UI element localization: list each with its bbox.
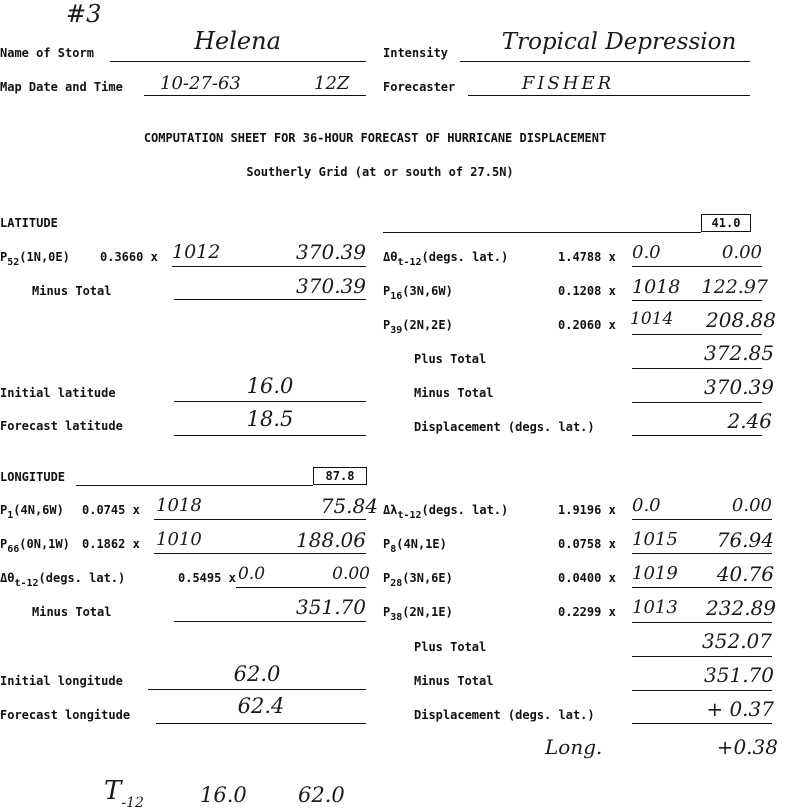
- lat-minus-total-value: 370.39: [296, 274, 366, 298]
- longitude-box: 87.8: [313, 467, 367, 485]
- p38-coef: 0.2299 x: [558, 605, 616, 619]
- p66-result: 188.06: [296, 528, 366, 552]
- forecaster-line: [468, 95, 750, 96]
- lon-right-minus-total-label: Minus Total: [414, 674, 494, 688]
- p1-result: 75.84: [320, 494, 378, 518]
- p38-result: 232.89: [706, 596, 776, 620]
- dlambda-result: 0.00: [731, 495, 772, 516]
- t-minus-12-lat: 16.0: [200, 783, 247, 807]
- lat-right-minus-total-value: 370.39: [704, 375, 774, 399]
- intensity-label: Intensity: [383, 46, 449, 60]
- p8-coef: 0.0758 x: [558, 537, 616, 551]
- dtheta-label: $\Delta\theta_{t-12}(degs$. lat.): [383, 250, 509, 268]
- lat-minus-total-label: Minus Total: [32, 284, 112, 298]
- p16-label: $P_{16}(3N,6W)$: [383, 284, 453, 302]
- storm-name-line: [110, 61, 366, 62]
- dlambda-multiplier: 0.0: [632, 495, 661, 516]
- p8-line: [632, 553, 772, 554]
- p16-coef: 0.1208 x: [558, 284, 616, 298]
- p1-line: [154, 519, 366, 520]
- lon-right-minus-total-line: [632, 690, 772, 691]
- p16-multiplier: 1018: [632, 276, 681, 298]
- dtheta-result: 0.00: [721, 242, 762, 263]
- p52-label: $P_{52}(1N,0E)$: [0, 250, 70, 268]
- forecast-latitude-value: 18.5: [246, 407, 294, 431]
- forecast-longitude-value: 62.4: [237, 694, 285, 718]
- lat-displacement-line: [632, 435, 762, 436]
- p8-multiplier: 1015: [632, 529, 678, 550]
- dlambda-label: $\Delta\lambda_{t-12}(degs$. lat.): [383, 503, 509, 521]
- forecast-latitude-line: [174, 435, 366, 436]
- dtheta-lon-label: $\Delta\theta_{t-12}(degs$. lat.): [0, 571, 126, 589]
- lon-plus-total-line: [632, 656, 772, 657]
- t-minus-12-lon: 62.0: [298, 783, 345, 807]
- map-date-value: 10-27-63: [160, 73, 241, 94]
- lat-minus-total-line: [174, 299, 366, 300]
- map-time-value: 12Z: [314, 73, 350, 94]
- initial-longitude-line: [148, 689, 366, 690]
- p8-label: $P_8(4N,1E)$: [383, 537, 447, 555]
- lat-plus-total-label: Plus Total: [414, 352, 487, 366]
- p28-result: 40.76: [716, 562, 774, 586]
- storm-name-label: Name of Storm: [0, 46, 94, 60]
- dlambda-line: [632, 519, 772, 520]
- initial-latitude-line: [174, 401, 366, 402]
- p38-label: $P_{38}(2N,1E)$: [383, 605, 453, 623]
- map-date-label: Map Date and Time: [0, 80, 123, 94]
- latitude-heading: LATITUDE: [0, 216, 58, 230]
- p1-multiplier: 1018: [156, 495, 202, 516]
- lat-right-minus-total-line: [632, 402, 762, 403]
- map-date-line: [144, 95, 366, 96]
- forecast-longitude-line: [156, 723, 366, 724]
- dtheta-lon-line: [236, 587, 366, 588]
- p28-coef: 0.0400 x: [558, 571, 616, 585]
- lat-plus-total-value: 372.85: [704, 341, 774, 365]
- p1-label: $P_1(4N,6W)$: [0, 503, 64, 521]
- dtheta-multiplier: 0.0: [632, 242, 661, 263]
- initial-latitude-value: 16.0: [246, 374, 294, 398]
- p1-coef: 0.0745 x: [82, 503, 140, 517]
- p38-line: [632, 622, 772, 623]
- p66-label: $P_{66}(0N,1W)$: [0, 537, 70, 555]
- long-note-value: +0.38: [716, 735, 778, 759]
- lat-plus-total-line: [632, 368, 762, 369]
- p16-result: 122.97: [701, 276, 768, 298]
- lon-displacement-value: + 0.37: [706, 697, 774, 721]
- lon-displacement-label: Displacement (degs. lat.): [414, 708, 595, 722]
- p52-line: [172, 266, 366, 267]
- p39-multiplier: 1014: [630, 309, 674, 329]
- lat-right-minus-total-label: Minus Total: [414, 386, 494, 400]
- lon-minus-total-value: 351.70: [296, 595, 366, 619]
- forecaster-label: Forecaster: [383, 80, 456, 94]
- p38-multiplier: 1013: [632, 597, 678, 618]
- page-title: COMPUTATION SHEET FOR 36-HOUR FORECAST OF HURRICANE DISPLACEMENT: [143, 131, 607, 145]
- p28-label: $P_{28}(3N,6E)$: [383, 571, 453, 589]
- dtheta-lon-coef: 0.5495 x: [178, 571, 236, 585]
- longitude-top-line: [76, 485, 313, 486]
- p66-coef: 0.1862 x: [82, 537, 140, 551]
- lon-displacement-line: [632, 723, 772, 724]
- p28-multiplier: 1019: [632, 563, 678, 584]
- p8-result: 76.94: [716, 528, 774, 552]
- intensity-value: Tropical Depression: [501, 29, 737, 55]
- lon-minus-total-line: [174, 621, 366, 622]
- t-minus-12-label: $T_{-12}$: [104, 776, 144, 811]
- p39-label: $P_{39}(2N,2E)$: [383, 318, 453, 336]
- long-note-label: Long.: [545, 735, 603, 759]
- p39-result: 208.88: [706, 308, 776, 332]
- lon-right-minus-total-value: 351.70: [704, 663, 774, 687]
- p28-line: [632, 587, 772, 588]
- longitude-heading: LONGITUDE: [0, 470, 66, 484]
- lon-plus-total-label: Plus Total: [414, 640, 487, 654]
- p16-line: [632, 300, 762, 301]
- dtheta-lon-multiplier: 0.0: [238, 564, 266, 584]
- p66-line: [154, 553, 366, 554]
- forecast-latitude-label: Forecast latitude: [0, 419, 123, 433]
- p39-coef: 0.2060 x: [558, 318, 616, 332]
- dtheta-lon-result: 0.00: [332, 564, 370, 584]
- lon-plus-total-value: 352.07: [702, 629, 772, 653]
- initial-longitude-label: Initial longitude: [0, 674, 123, 688]
- dlambda-coef: 1.9196 x: [558, 503, 616, 517]
- p66-multiplier: 1010: [156, 529, 202, 550]
- storm-name-value: Helena: [194, 27, 281, 55]
- latitude-box: 41.0: [701, 214, 751, 232]
- intensity-line: [460, 61, 750, 62]
- dtheta-line: [632, 266, 762, 267]
- dtheta-coef: 1.4788 x: [558, 250, 616, 264]
- sheet-number: #3: [66, 0, 102, 28]
- forecaster-value: FISHER: [521, 73, 615, 94]
- page-subtitle: Southerly Grid (at or south of 27.5N): [246, 165, 514, 179]
- lat-displacement-label: Displacement (degs. lat.): [414, 420, 595, 434]
- p52-multiplier: 1012: [172, 241, 221, 263]
- forecast-longitude-label: Forecast longitude: [0, 708, 131, 722]
- initial-longitude-value: 62.0: [233, 662, 281, 686]
- p52-result: 370.39: [296, 240, 366, 264]
- latitude-top-line: [383, 232, 701, 233]
- p39-line: [632, 334, 762, 335]
- initial-latitude-label: Initial latitude: [0, 386, 116, 400]
- lon-minus-total-label: Minus Total: [32, 605, 112, 619]
- lat-displacement-value: 2.46: [727, 409, 772, 433]
- p52-coef: 0.3660 x: [100, 250, 158, 264]
